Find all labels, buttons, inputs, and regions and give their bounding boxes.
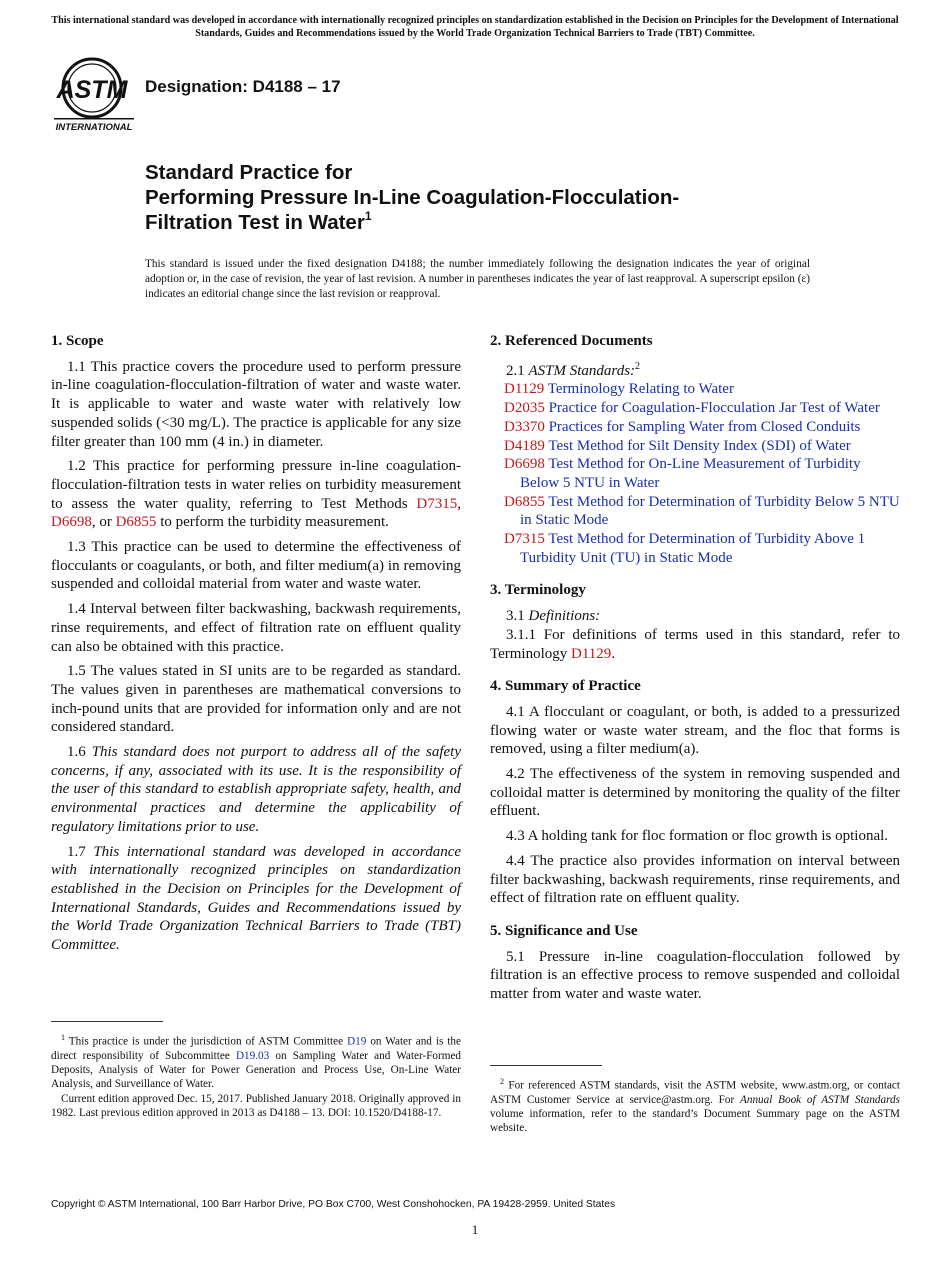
para-4-4: 4.4 The practice also provides information on interval between filter backwashing, backwash requirements, rinse requirements, and effect of filtration rate on effluent quality. <box>490 852 900 907</box>
title-line-3-text: Filtration Test in Water <box>145 211 365 234</box>
designation: Designation: D4188 – 17 <box>145 77 341 96</box>
reference-code[interactable]: D7315 <box>504 531 545 548</box>
link-d19[interactable]: D19 <box>347 1035 367 1048</box>
link-d6698[interactable]: D6698 <box>51 514 92 531</box>
para-1-1: 1.1 This practice covers the procedure used to perform pressure in-line coagulation-flocculation-filtration of water and waste water. It is applicable to water and waste water with relatively low suspended solids (<30 mg/L). The practice is applicable for any size filter greater than 100 mm (4 in.) in diameter. <box>51 358 461 450</box>
reference-item[interactable] <box>490 493 900 530</box>
reference-item[interactable] <box>490 455 900 492</box>
para-1-7-text: This international standard was developed in accordance with internationally recognized principles on standardization established in the Decision on Principles for the Development of International Standards, Guides and Recommendations issued by the World Trade Organization Technical Barriers to Trade (TBT) Committee. <box>51 843 462 954</box>
link-d1129[interactable]: D1129 <box>571 645 612 662</box>
footnote-2 <box>490 1075 900 1136</box>
astm-standards-label <box>490 358 900 381</box>
astm-standards-text: ASTM Standards: <box>528 362 636 379</box>
footnote-2-text <box>490 1075 900 1136</box>
para-1-6-number: 1.6 <box>67 744 92 761</box>
footnote-1 <box>51 1031 461 1120</box>
reference-code[interactable]: D3370 <box>504 418 545 435</box>
document-title <box>145 160 865 235</box>
references-heading: 2. Referenced Documents <box>490 333 653 349</box>
reference-list <box>490 380 900 567</box>
footnote-2-part: volume information, refer to the standard’s Document Summary page on the ASTM website. <box>490 1108 900 1135</box>
reference-title[interactable]: Practices for Sampling Water from Closed Conduits <box>548 418 861 435</box>
para-1-2 <box>51 457 461 532</box>
footnote-2-part: For referenced ASTM standards, visit the ASTM website, www.astm.org, or contact ASTM Customer Service at service@astm.org. For <box>490 1079 900 1106</box>
footnote-1-edition: Current edition approved Dec. 15, 2017. Published January 2018. Originally approved in 1982. Last previous edition approved in 2013 as D4188 – 13. DOI: 10.1520/D4188-17. <box>51 1092 461 1119</box>
reference-item[interactable] <box>490 380 900 399</box>
reference-code[interactable]: D1129 <box>504 381 545 398</box>
left-column <box>51 332 461 961</box>
reference-title[interactable]: Terminology Relating to Water <box>547 381 734 398</box>
footnote-1-part: This practice is under the jurisdiction of ASTM Committee <box>65 1035 348 1048</box>
para-1-3: 1.3 This practice can be used to determine the effectiveness of flocculants or coagulants, or both, and filter medium(a) in removing suspended and colloidal material from water and waste water. <box>51 539 461 593</box>
reference-item[interactable] <box>490 530 900 567</box>
para-4-1: 4.1 A flocculant or coagulant, or both, is added to a pressurized flowing water or waste water stream, and the floc that forms is removed, using a filter medium(a). <box>490 703 900 758</box>
para-5-1: 5.1 Pressure in-line coagulation-flocculation followed by filtration is an effective process to remove suspended and colloidal matter from water and waste water. <box>490 948 900 1003</box>
title-line-1: Standard Practice for <box>145 161 353 184</box>
astm-logo <box>52 56 136 132</box>
para-1-6 <box>51 743 461 837</box>
link-d7315[interactable]: D7315 <box>416 495 458 512</box>
para-1-5: 1.5 The values stated in SI units are to be regarded as standard. The values given in parentheses are mathematical conversions to inch-pound units that are provided for information only and are not considered standard. <box>51 663 461 736</box>
para-1-7-number: 1.7 <box>67 843 94 860</box>
footnote-1-text <box>51 1031 461 1092</box>
reference-title[interactable]: Practice for Coagulation-Flocculation Jar Test of Water <box>548 400 880 417</box>
reference-item[interactable] <box>490 399 900 418</box>
title-footnote-mark: 1 <box>364 209 372 223</box>
page-number: 1 <box>471 1222 479 1237</box>
para-1-2-sep: , <box>457 495 461 512</box>
para-4-2: 4.2 The effectiveness of the system in removing suspended and colloidal matter is determined by monitoring the quality of the filter effluent. <box>490 766 900 820</box>
footnote-2-italic: Annual Book of ASTM Standards <box>740 1093 900 1106</box>
para-1-2-text: 1.2 This practice for performing pressure in-line coagulation-flocculation-filtration tests in water relies on turbidity measurement to assess the water quality, referring to Test Methods <box>51 458 461 512</box>
astm-standards-number: 2.1 <box>506 362 529 379</box>
para-1-4: 1.4 Interval between filter backwashing, backwash requirements, rinse requirements, and effect of filtration rate on effluent quality can also be obtained with this practice. <box>51 601 461 655</box>
reference-code[interactable]: D2035 <box>504 400 545 417</box>
right-column <box>490 332 900 1010</box>
definitions-number: 3.1 <box>506 608 529 625</box>
summary-heading: 4. Summary of Practice <box>490 678 641 695</box>
reference-code[interactable]: D6698 <box>504 456 545 473</box>
logo-international: INTERNATIONAL <box>55 122 133 132</box>
significance-heading: 5. Significance and Use <box>490 922 638 939</box>
para-3-1-1-end: . <box>611 645 616 662</box>
reference-code[interactable]: D6855 <box>504 493 545 510</box>
top-notice: This international standard was developed in accordance with internationally recognized principles on standardization established in the Decision on Principles for the Development of International Standards, Guides and Recommendations issued by the World Trade Organization Technical Barriers to Trade (TBT) Committee. <box>51 15 899 39</box>
astm-standards-footnote-mark: 2 <box>635 360 641 372</box>
footnote-divider-right <box>490 1065 602 1066</box>
para-1-2-text: to perform the turbidity measurement. <box>156 514 389 531</box>
definitions-text: Definitions: <box>528 608 601 625</box>
link-d6855[interactable]: D6855 <box>115 514 157 531</box>
title-line-3 <box>145 210 865 235</box>
reference-item[interactable] <box>490 437 900 456</box>
footnote-1-mark: 1 <box>61 1033 65 1042</box>
para-1-6-text: This standard does not purport to address all of the safety concerns, if any, associated with its use. It is the responsibility of the user of this standard to establish appropriate safety, health, and environmental practices and determine the applicability of regulatory limitations prior to use. <box>51 744 462 835</box>
astm-logo-icon <box>52 56 136 132</box>
title-line-2: Performing Pressure In-Line Coagulation-Flocculation- <box>145 186 680 209</box>
footnote-1-part: on Sampling Water and Water-Formed Deposits, Analysis of Water for Power Generation and Process Use, On-Line Water Analysis, and Surveillance of Water. <box>51 1049 462 1091</box>
para-1-7 <box>51 843 461 955</box>
para-4-3: 4.3 A holding tank for floc formation or floc growth is optional. <box>506 828 889 845</box>
terminology-heading: 3. Terminology <box>490 582 586 599</box>
footnote-2-mark: 2 <box>500 1077 504 1086</box>
footnote-1-part: on Water and is the direct responsibility of Subcommittee <box>51 1035 461 1062</box>
reference-title[interactable]: Test Method for Determination of Turbidity Below 5 NTU in Static Mode <box>520 493 900 529</box>
copyright: Copyright © ASTM International, 100 Barr Harbor Drive, PO Box C700, West Conshohocken, PA 19428-2959. United States <box>51 1199 616 1210</box>
para-3-1-1 <box>490 626 900 663</box>
reference-title[interactable]: Test Method for Determination of Turbidity Above 1 Turbidity Unit (TU) in Static Mode <box>520 531 866 566</box>
link-d19-03[interactable]: D19.03 <box>235 1049 270 1062</box>
scope-heading: 1. Scope <box>51 333 104 349</box>
para-3-1-1-text: 3.1.1 For definitions of terms used in this standard, refer to Terminology <box>490 626 900 662</box>
reference-code[interactable]: D4189 <box>504 437 545 454</box>
reference-title[interactable]: Test Method for Silt Density Index (SDI) of Water <box>548 437 851 454</box>
reference-item[interactable] <box>490 418 900 437</box>
definitions-label <box>490 607 900 626</box>
para-1-2-sep: , or <box>91 514 116 531</box>
issued-note: This standard is issued under the fixed designation D4188; the number immediately following the designation indicates the year of original adoption or, in the case of revision, the year of last revision. A number in parentheses indicates the year of last reapproval. A superscript epsilon (ε) indicates an editorial change since the last revision or reapproval. <box>145 258 810 300</box>
logo-wordmark: ASTM <box>56 76 128 104</box>
footnote-divider-left <box>51 1021 163 1022</box>
reference-title[interactable]: Test Method for On-Line Measurement of Turbidity Below 5 NTU in Water <box>520 456 861 491</box>
